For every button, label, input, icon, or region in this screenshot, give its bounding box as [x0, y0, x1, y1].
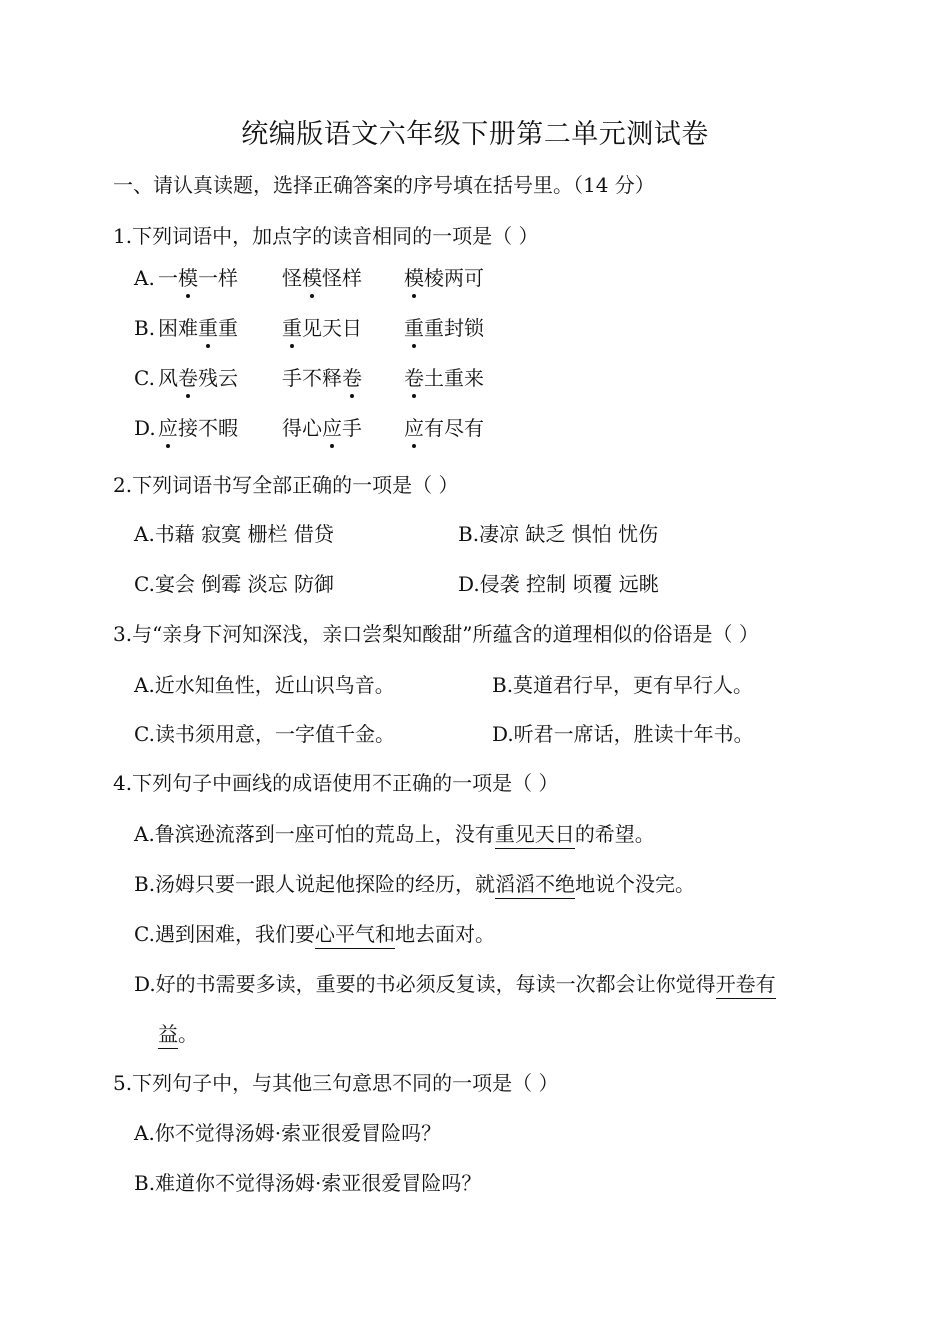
word-2: 得心应手: [282, 416, 362, 440]
word-1: 风卷残云: [158, 366, 238, 390]
question-2-option-c: C.宴会 倒霉 淡忘 防御: [134, 572, 335, 596]
option-label: B.: [134, 316, 156, 340]
option-label: D.: [134, 416, 156, 440]
question-1-stem: 1.下列词语中，加点字的读音相同的一项是（ ）: [113, 224, 539, 248]
question-5-option-b: B.难道你不觉得汤姆·索亚很爱冒险吗？: [134, 1171, 482, 1195]
question-4-option-d-continued: 益。: [158, 1020, 198, 1048]
question-4-option-c: C.遇到困难，我们要心平气和地去面对。: [134, 920, 495, 948]
question-3-option-a: A.近水知鱼性，近山识鸟音。: [134, 673, 395, 697]
question-4-option-b: B.汤姆只要一跟人说起他探险的经历，就滔滔不绝地说个没完。: [134, 870, 695, 898]
question-3-option-b: B.莫道君行早，更有早行人。: [492, 673, 754, 697]
question-3-option-d: D.听君一席话，胜读十年书。: [492, 722, 754, 746]
question-4-option-a: A.鲁滨逊流落到一座可怕的荒岛上，没有重见天日的希望。: [134, 820, 655, 848]
word-3: 模棱两可: [404, 266, 484, 290]
question-3-stem: 3.与“亲身下河知深浅，亲口尝梨知酸甜”所蕴含的道理相似的俗语是（ ）: [113, 622, 759, 646]
option-label: C.: [134, 366, 155, 390]
question-2-option-b: B.凄凉 缺乏 惧怕 忧伤: [458, 522, 659, 546]
question-3-option-c: C.读书须用意，一字值千金。: [134, 722, 395, 746]
question-2-option-a: A.书藉 寂寞 栅栏 借贷: [134, 522, 334, 546]
underlined-idiom: 心平气和: [315, 922, 395, 949]
question-5-option-a: A.你不觉得汤姆·索亚很爱冒险吗？: [134, 1121, 442, 1145]
word-1: 困难重重: [158, 316, 238, 340]
question-5-stem: 5.下列句子中，与其他三句意思不同的一项是（ ）: [113, 1071, 559, 1095]
question-2-option-d: D.侵袭 控制 顷覆 远眺: [458, 572, 659, 596]
underlined-idiom: 开卷有: [716, 972, 776, 999]
word-3: 重重封锁: [404, 316, 484, 340]
word-1: 应接不暇: [158, 416, 238, 440]
option-label: A.: [134, 266, 155, 290]
question-4-stem: 4.下列句子中画线的成语使用不正确的一项是（ ）: [113, 771, 559, 795]
word-3: 卷土重来: [404, 366, 484, 390]
underlined-idiom-end: 益: [158, 1022, 178, 1049]
underlined-idiom: 滔滔不绝: [495, 872, 575, 899]
section-heading: 一、请认真读题，选择正确答案的序号填在括号里。（14 分）: [113, 173, 655, 197]
word-2: 怪模怪样: [282, 266, 362, 290]
word-2: 手不释卷: [282, 366, 362, 390]
page-title: 统编版语文六年级下册第二单元测试卷: [241, 119, 709, 150]
word-3: 应有尽有: [404, 416, 484, 440]
word-2: 重见天日: [282, 316, 362, 340]
underlined-idiom: 重见天日: [495, 822, 575, 849]
word-1: 一模一样: [158, 266, 238, 290]
question-2-stem: 2.下列词语书写全部正确的一项是（ ）: [113, 473, 459, 497]
question-4-option-d: D.好的书需要多读，重要的书必须反复读，每读一次都会让你觉得开卷有: [134, 970, 776, 998]
